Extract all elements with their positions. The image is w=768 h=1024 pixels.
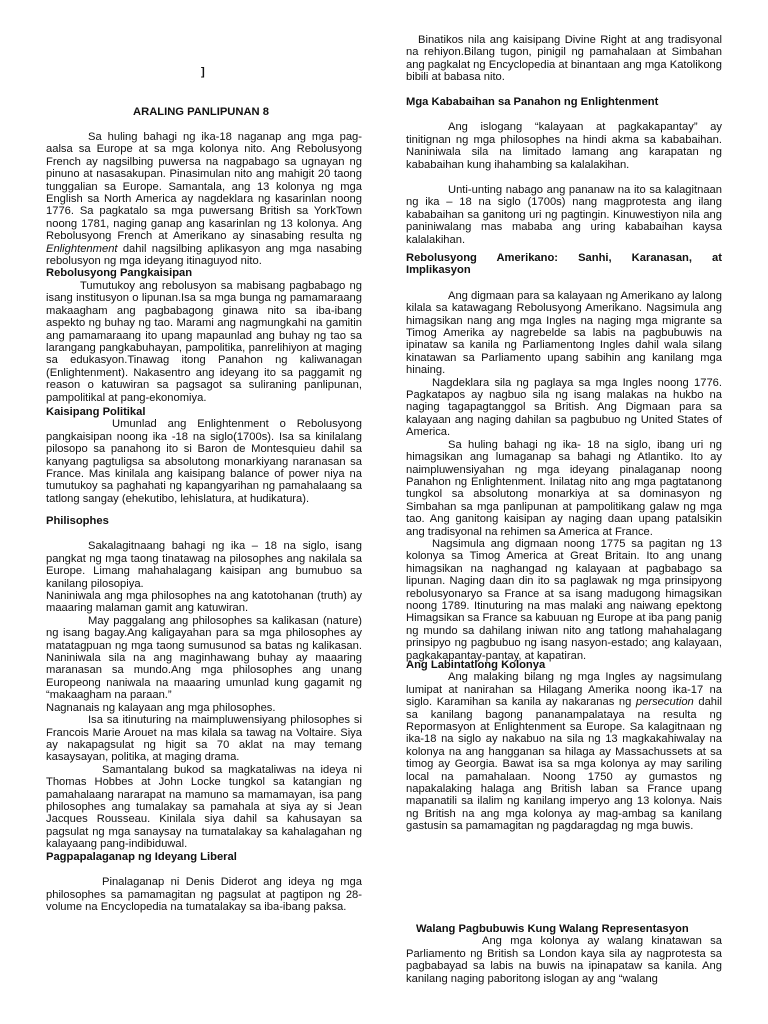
heading-rebolusyong-pangkaisipan: Rebolusyong Pangkaisipan — [46, 267, 193, 280]
page-title: ARALING PANLIPUNAN 8 — [133, 106, 269, 118]
politikal-paragraph: Umunlad ang Enlightenment o Rebolusyong pangkaisipan noong ika -18 na siglo(1700s). Isa sa kinilalang pilosopo sa panahong ito si Baron de Montesquieu dahil sa kanyang pagtuligsa sa absolutong monarkiyang naranasan sa France. Mas kinilala ang kaisipang balance of power niya na tumutukoy sa paghahati ng kapangyarihan ng pamahalaang sa tatlong sangay (ehekutibo, lehislatura, at hudikatura). — [46, 418, 362, 505]
kababaihan-paragraph-1: Ang islogang “kalayaan at pagkakapantay” ay tinitignan ng mga philosophes na hindi akma sa kababaihan. Naniniwala sila na limitado lamang ang karapatan ng kababaihan kung ihahambing sa kalalakihan. — [406, 121, 722, 171]
pagpapalaganap-block — [46, 851, 362, 914]
politikal-block — [46, 406, 362, 505]
amerikano-paragraph-1: Ang digmaan para sa kalayaan ng Amerikano ay lalong kilala sa katawagang Rebolusyong Amerikano. Nagsimula ang himagsikan nang ang mga Ingles na naging mga migrante sa Timog Amerika ay nagrebelde sa labis na pagbubuwis na ipinataw sa kanila ng Parliamentong Ingles dahil wala silang kinatawan sa Parliamento upang sabihin ang kanilang mga hinaing. — [406, 289, 722, 377]
intro-paragraph — [46, 131, 362, 267]
heading-pagpapalaganap: Pagpapalaganap ng Ideyang Liberal — [46, 851, 237, 863]
amerikano-paragraph-3: Sa huling bahagi ng ika- 18 na siglo, ibang uri ng himagsikan ang lumaganap sa bahagi ng Atlantiko. Ito ay naimpluwensiyahan ng mga ideyang pinalaganap noong Panahon ng Enlightenment. Inilatag nito ang mga pagtatanong tungkol sa absolutong monarkiya at sa dominasyon ng Simbahan sa mga panlipunan at pampolitikang galaw ng mga tao. Ang ganitong kaisipan ay naging daan upang patalsikin ang tradisyonal na rehimen sa America at France. — [406, 438, 722, 538]
philosophes-paragraph-5: Isa sa itinuturing na maimpluwensiyang philosophes si Francois Marie Arouet na mas kilala sa tawag na Voltaire. Siya ay nakapagsulat ng higit sa 70 aklat na may temang kasaysayan, politika, at maging drama. — [46, 714, 362, 764]
philosophes-paragraph-1: Sakalagitnaang bahagi ng ika – 18 na siglo, isang pangkat ng mga taong tinatawag na pilosophes ang nakilala sa Europe. Limang mahahalagang kaisipan ang bumubuo sa kanilang pilosopiya. — [46, 540, 362, 590]
walang-paragraph: Ang mga kolonya ay walang kinatawan sa Parliamento ng British sa London kaya sila ay nagprotesta sa pagbabayad sa labis na buwis na ipinapataw sa kanila. Ang kanilang naging paboritong islogan ay ang “walang — [406, 935, 722, 985]
labintatlo-emphasis: persecution — [635, 696, 694, 709]
kababaihan-block — [406, 96, 722, 246]
philosophes-paragraph-2: Naniniwala ang mga philosophes na ang katotohanan (truth) ay maaaring malaman gamit ang katuwiran. — [46, 590, 362, 615]
philosophes-paragraph-3: May paggalang ang philosophes sa kalikasan (nature) ng isang bagay.Ang kaligayahan para sa mga philosophes ay matatagpuan ng mga taong sumusunod sa batas ng kalikasan. Naniniwala sila na ang maginhawang buhay ay maaaring maranasan sa mundo.Ang mga philosophes ang unang Europeong naniwala na maaaring umunlad kung gagamit ng “makaagham na paraan.” — [46, 614, 362, 702]
philosophes-paragraph-6: Samantalang bukod sa magkataliwas na ideya ni Thomas Hobbes at John Locke tungkol sa katangian ng pamahalaang nararapat na mamuno sa mamamayan, isa pang philosophes ang tumalakay sa pamahala at siya ay si Jean Jacques Rousseau. Kinilala siya dahil sa kahusayan sa pagsulat ng mga sanaysay na tumatalakay sa kahalagahan ng kalayaang pang-indibiduwal. — [46, 763, 362, 851]
heading-walang-pagbubuwis: Walang Pagbubuwis Kung Walang Representasyon — [416, 923, 689, 935]
amerikano-paragraph-2: Nagdeklara sila ng paglaya sa mga Ingles noong 1776. Pagkatapos ay nagbuo sila ng isang malakas na hukbo na naging tagapagtanggol sa British. Ang Digmaan para sa kalayaan ang naging dahilan sa pagbubuo ng United States of America. — [406, 376, 722, 439]
continuation-block — [406, 34, 722, 84]
continuation-paragraph: Binatikos nila ang kaisipang Divine Right at ang tradisyonal na rehiyon.Bilang tugon, pinigil ng pamahalaan at Simbahan ang pagkalat ng Encyclopedia at binantaan ang mga Katolikong bibili at babasa nito. — [406, 34, 722, 84]
philosophes-block — [46, 515, 362, 851]
heading-implikasyon: Implikasyon — [406, 264, 471, 277]
pangkaisipan-paragraph: Tumutukoy ang rebolusyon sa mabisang pagbabago ng isang institusyon o lipunan.Isa sa mga bunga ng pamamaraang makaagham ang pagbabagong ginawa nito sa iba-ibang aspekto ng buhay ng tao. Marami ang nagmungkahi na gamitin ang pamamaraang ito upang mapaunlad ang buhay ng tao sa larangang pangkabuhayan, pampolitika, panrelihiyon at maging sa edukasyon.Tinawag itong Panahon ng kaliwanagan (Enlightenment). Nakasentro ang ideyang ito sa paggamit ng reason o katuwiran sa pagsagot sa suliraning panlipunan, pampolitikal at pang-ekonomiya. — [46, 279, 362, 404]
heading-rebolusyong-amerikano: Rebolusyong Amerikano: Sanhi, Karanasan, at — [406, 252, 722, 264]
labintatlo-text-end: dahil sa kanilang bagong pananampalataya na resulta ng Repormasyon at Enlightenment sa Europe. Sa kalagitnaan ng ika-18 na siglo ay nakabuo na sila ng 13 magkakahiwalay na kolonya na ang hangganan sa hilaga ay Massachussets at sa timog ay Georgia. Bawat isa sa mga kolonya ay may sariling local na pamahalaan. Noong 1750 ay gumastos ng napakalaking halaga ang British laban sa France upang mapanatili sa ilalim ng kanilang imperyo ang 13 kolonya. Nais ng British na ang mga kolonya ay mag-ambag sa kanilang gastusin sa pamamagitan ng pagdaragdag ng mga buwis. — [406, 696, 722, 833]
labintatlo-block — [406, 659, 722, 833]
heading-labintatlong-kolonya: Ang Labintatlong Kolonya — [406, 659, 546, 671]
philosophes-paragraph-4: Nagnanais ng kalayaan ang mga philosophes. — [46, 701, 276, 714]
amerikano-block — [406, 252, 722, 662]
walang-block — [406, 923, 722, 985]
heading-kababaihan: Mga Kababaihan sa Panahon ng Enlightenment — [406, 96, 659, 108]
intro-block — [46, 131, 362, 404]
header-bracket: ] — [201, 66, 205, 78]
kababaihan-paragraph-2: Unti-unting nabago ang pananaw na ito sa kalagitnaan ng ika – 18 na siglo (1700s) nang magprotesta ang ilang kababaihan sa ganitong uri ng pagtingin. Kinuwestiyon nila ang paniniwalang mas mababa ang uring kababaihan kaysa kalalakihan. — [406, 184, 722, 246]
pagpapalaganap-paragraph: Pinalaganap ni Denis Diderot ang ideya ng mga philosophes sa pamamagitan ng pagsulat at pagtipon ng 28-volume na Encyclopedia na tumatalakay sa iba-ibang paksa. — [46, 876, 362, 914]
intro-text: Sa huling bahagi ng ika-18 naganap ang mga pag-aalsa sa Europe at sa mga kolonya nito. Ang Rebolusyong French ay nagsilbing puwersa na nagpabago sa ugnayan ng pinuno at nasasakupan. Pinasimulan nito ang mahigit 20 taong tunggalian sa Europe. Samantala, ang 13 kolonya ng mga English sa North America ay nagdeklara ng kasarinlan noong 1776. Sa pagkatalo sa mga puwersang British sa YorkTown noong 1781, naging ganap ang kasarinlan ng 13 kolonya. Ang Rebolusyong French at Amerikano ay sinasabing resulta ng — [46, 131, 362, 243]
heading-philosophes: Philisophes — [46, 515, 109, 527]
heading-kaisipang-politikal: Kaisipang Politikal — [46, 406, 146, 418]
amerikano-paragraph-4: Nagsimula ang digmaan noong 1775 sa pagitan ng 13 kolonya sa Timog America at Great Britain. Ito ang unang himagsikan na naghangad ng kalayaan at pagbabago sa lipunan. Naging daan din ito sa paglawak ng mga prinsipyong rebolusyonaryo sa France at sa isang madugong himagsikan noong 1789. Itinuturing na mas malaki ang naiwang epektong Himagsikan sa France sa kabuuan ng Europe at iba pang panig ng mundo sa dahilang iniwan nito ang tatlong mahahalagang prinsipyo ng pagbubuo ng isang nasyon-estado; ang kalayaan, pagkakapantay-pantay, at kapatiran. — [406, 537, 722, 662]
labintatlo-text: Ang malaking bilang ng mga Ingles ay nagsimulang lumipat at nanirahan sa Hilagang Amerika noong ika-17 na siglo. Karamihan sa kanila ay nakaranas ng — [406, 671, 722, 709]
intro-emphasis: Enlightenment — [46, 242, 118, 255]
labintatlo-paragraph — [406, 671, 722, 832]
intro-text-end: dahil nagsilbing aplikasyon ang mga nasabing rebolusyon ng mga ideyang itinaguyod nito. — [46, 242, 362, 268]
